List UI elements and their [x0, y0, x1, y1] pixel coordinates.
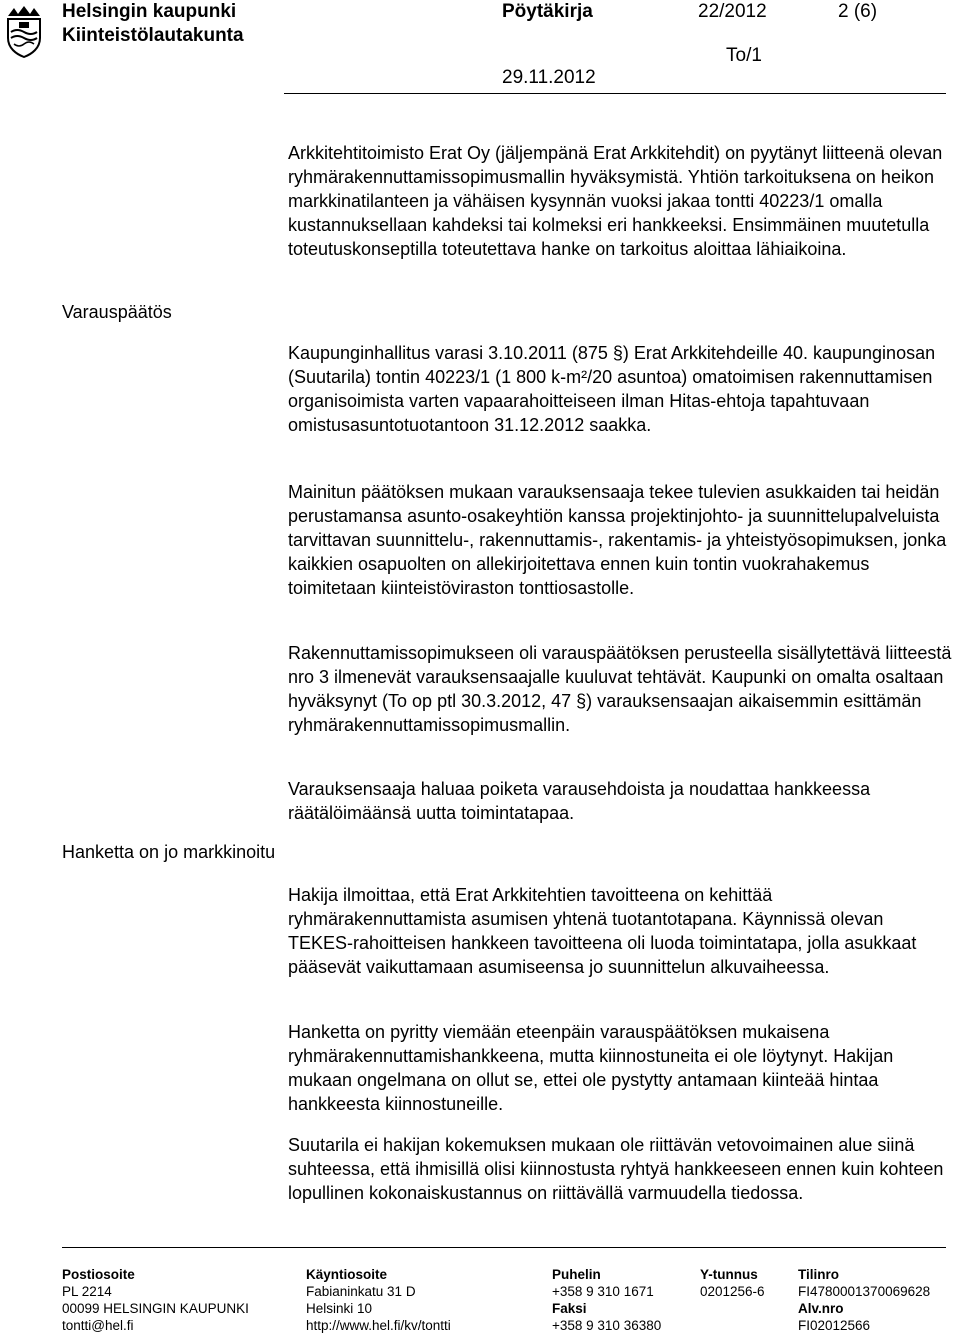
helsinki-crest-logo	[4, 2, 44, 58]
footer-account-number: FI4780001370069628	[798, 1284, 931, 1299]
footer-vat-number: FI02012566	[798, 1318, 871, 1333]
footer-postal-address	[62, 1266, 249, 1334]
footer-ytunnus-value: 0201256-6	[700, 1284, 765, 1299]
paragraph-1: Arkkitehtitoimisto Erat Oy (jäljempänä Erat Arkkitehdit) on pyytänyt liitteenä olevan ryhmärakennuttamissopimusmallin hyväksymistä. Yhtiön tarkoituksena on heikon markkinatilanteen ja vähäisen kysynnän vuoksi jakaa tontti 40223/1 omalla kustannuksellaan kahdeksi tai kolmeksi eri hankkeeksi. Ensimmäinen muutetulla toteutuskonseptilla toteutettava hanke on tarkoitus aloittaa lähiaikoina.	[288, 143, 943, 259]
meeting-date: 29.11.2012	[502, 67, 596, 88]
footer-divider	[62, 1247, 946, 1248]
paragraph-8: Suutarila ei hakijan kokemuksen mukaan ole riittävän vetovoimainen alue siinä suhteessa, että ihmisillä olisi kiinnostusta ryhtyä hankkeeseen ennen kuin kohteen lopullinen kokonaiskustannus on riittävällä varmuudella tiedossa.	[288, 1135, 944, 1203]
footer-phone-heading: Puhelin	[552, 1267, 601, 1282]
footer-business-id	[700, 1266, 765, 1300]
footer-vat-heading: Alv.nro	[798, 1301, 844, 1316]
side-heading-marketed: Hanketta on jo markkinoitu	[62, 842, 276, 862]
side-heading-reservation: Varauspäätös	[62, 302, 172, 322]
page-number: 2 (6)	[838, 1, 878, 22]
footer-postal-city: 00099 HELSINGIN KAUPUNKI	[62, 1301, 249, 1316]
header-divider	[284, 93, 946, 94]
footer-phone-number: +358 9 310 1671	[552, 1284, 654, 1299]
footer-visit-city: Helsinki 10	[306, 1301, 373, 1316]
footer-account	[798, 1266, 930, 1334]
paragraph-2: Kaupunginhallitus varasi 3.10.2011 (875 §) Erat Arkkitehdeille 40. kaupunginosan (Suutarila) tontin 40223/1 (1 800 k-m²/20 asuntoa) omatoimisen rakennuttamisen organisoimista varten vapaarahoitteiseen ilman Hitas-ehtoja tapahtuvaan omistusasuntotuotantoon 31.12.2012 saakka.	[288, 343, 936, 435]
footer-postal-heading: Postiosoite	[62, 1267, 135, 1282]
footer-visiting-address	[306, 1266, 451, 1334]
footer-fax-number: +358 9 310 36380	[552, 1318, 662, 1333]
footer-phone	[552, 1266, 661, 1334]
organization-name	[62, 0, 244, 48]
paragraph-7: Hanketta on pyritty viemään eteenpäin varauspäätöksen mukaisena ryhmärakennuttamishankkeena, mutta kiinnostuneita ei ole löytynyt. Hakijan mukaan ongelmana on ollut se, ettei ole pystytty antamaan kiinteää hintaa hankkeesta kiinnostuneille.	[288, 1022, 894, 1114]
paragraph-5: Varauksensaaja haluaa poiketa varausehdoista ja noudattaa hankkeessa räätälöimäänsä uutta toimintatapaa.	[288, 779, 871, 823]
footer-fax-heading: Faksi	[552, 1301, 587, 1316]
paragraph-3: Mainitun päätöksen mukaan varauksensaaja tekee tulevien asukkaiden tai heidän perustamansa asunto-osakeyhtiön kanssa projektinjohto- ja suunnittelupalveluista tarvittavan suunnittelu-, rakennuttamis-, rakentamis- ja yhteistyösopimuksen, jonka kaikkien osapuolten on allekirjoitettava ennen kuin tontin vuokrahakemus toimitetaan kiinteistöviraston tonttiosastolle.	[288, 482, 947, 598]
document-type: Pöytäkirja	[502, 1, 593, 22]
footer-visit-heading: Käyntiosoite	[306, 1267, 388, 1282]
section-number: To/1	[726, 45, 762, 66]
document-number: 22/2012	[698, 1, 767, 22]
footer-ytunnus-heading: Y-tunnus	[700, 1267, 758, 1282]
footer-visit-street: Fabianinkatu 31 D	[306, 1284, 416, 1299]
paragraph-6: Hakija ilmoittaa, että Erat Arkkitehtien tavoitteena on kehittää ryhmärakennuttamista asumisen yhtenä tuotantotapana. Käynnissä olevan TEKES-rahoitteisen hankkeen tavoitteena oli luoda toimintatapa, jolla asukkaat pääsevät vaikuttamaan asumiseensa jo suunnittelun alkuvaiheessa.	[288, 885, 917, 977]
city-name: Helsingin kaupunki	[62, 1, 237, 22]
footer-email-link[interactable]: tontti@hel.fi	[62, 1318, 134, 1333]
footer-account-heading: Tilinro	[798, 1267, 840, 1282]
board-name: Kiinteistölautakunta	[62, 25, 244, 46]
footer-website-link[interactable]: http://www.hel.fi/kv/tontti	[306, 1318, 451, 1333]
paragraph-4: Rakennuttamissopimukseen oli varauspäätöksen perusteella sisällytettävä liitteestä nro 3 ilmenevät varauksensaajalle kuuluvat tehtävät. Kaupunki on omalta osaltaan hyväksynyt (To op ptl 30.3.2012, 47 §) varauksensaajan aikaisemmin esittämän ryhmärakennuttamissopimusmallin.	[288, 643, 952, 735]
footer-postal-box: PL 2214	[62, 1284, 112, 1299]
